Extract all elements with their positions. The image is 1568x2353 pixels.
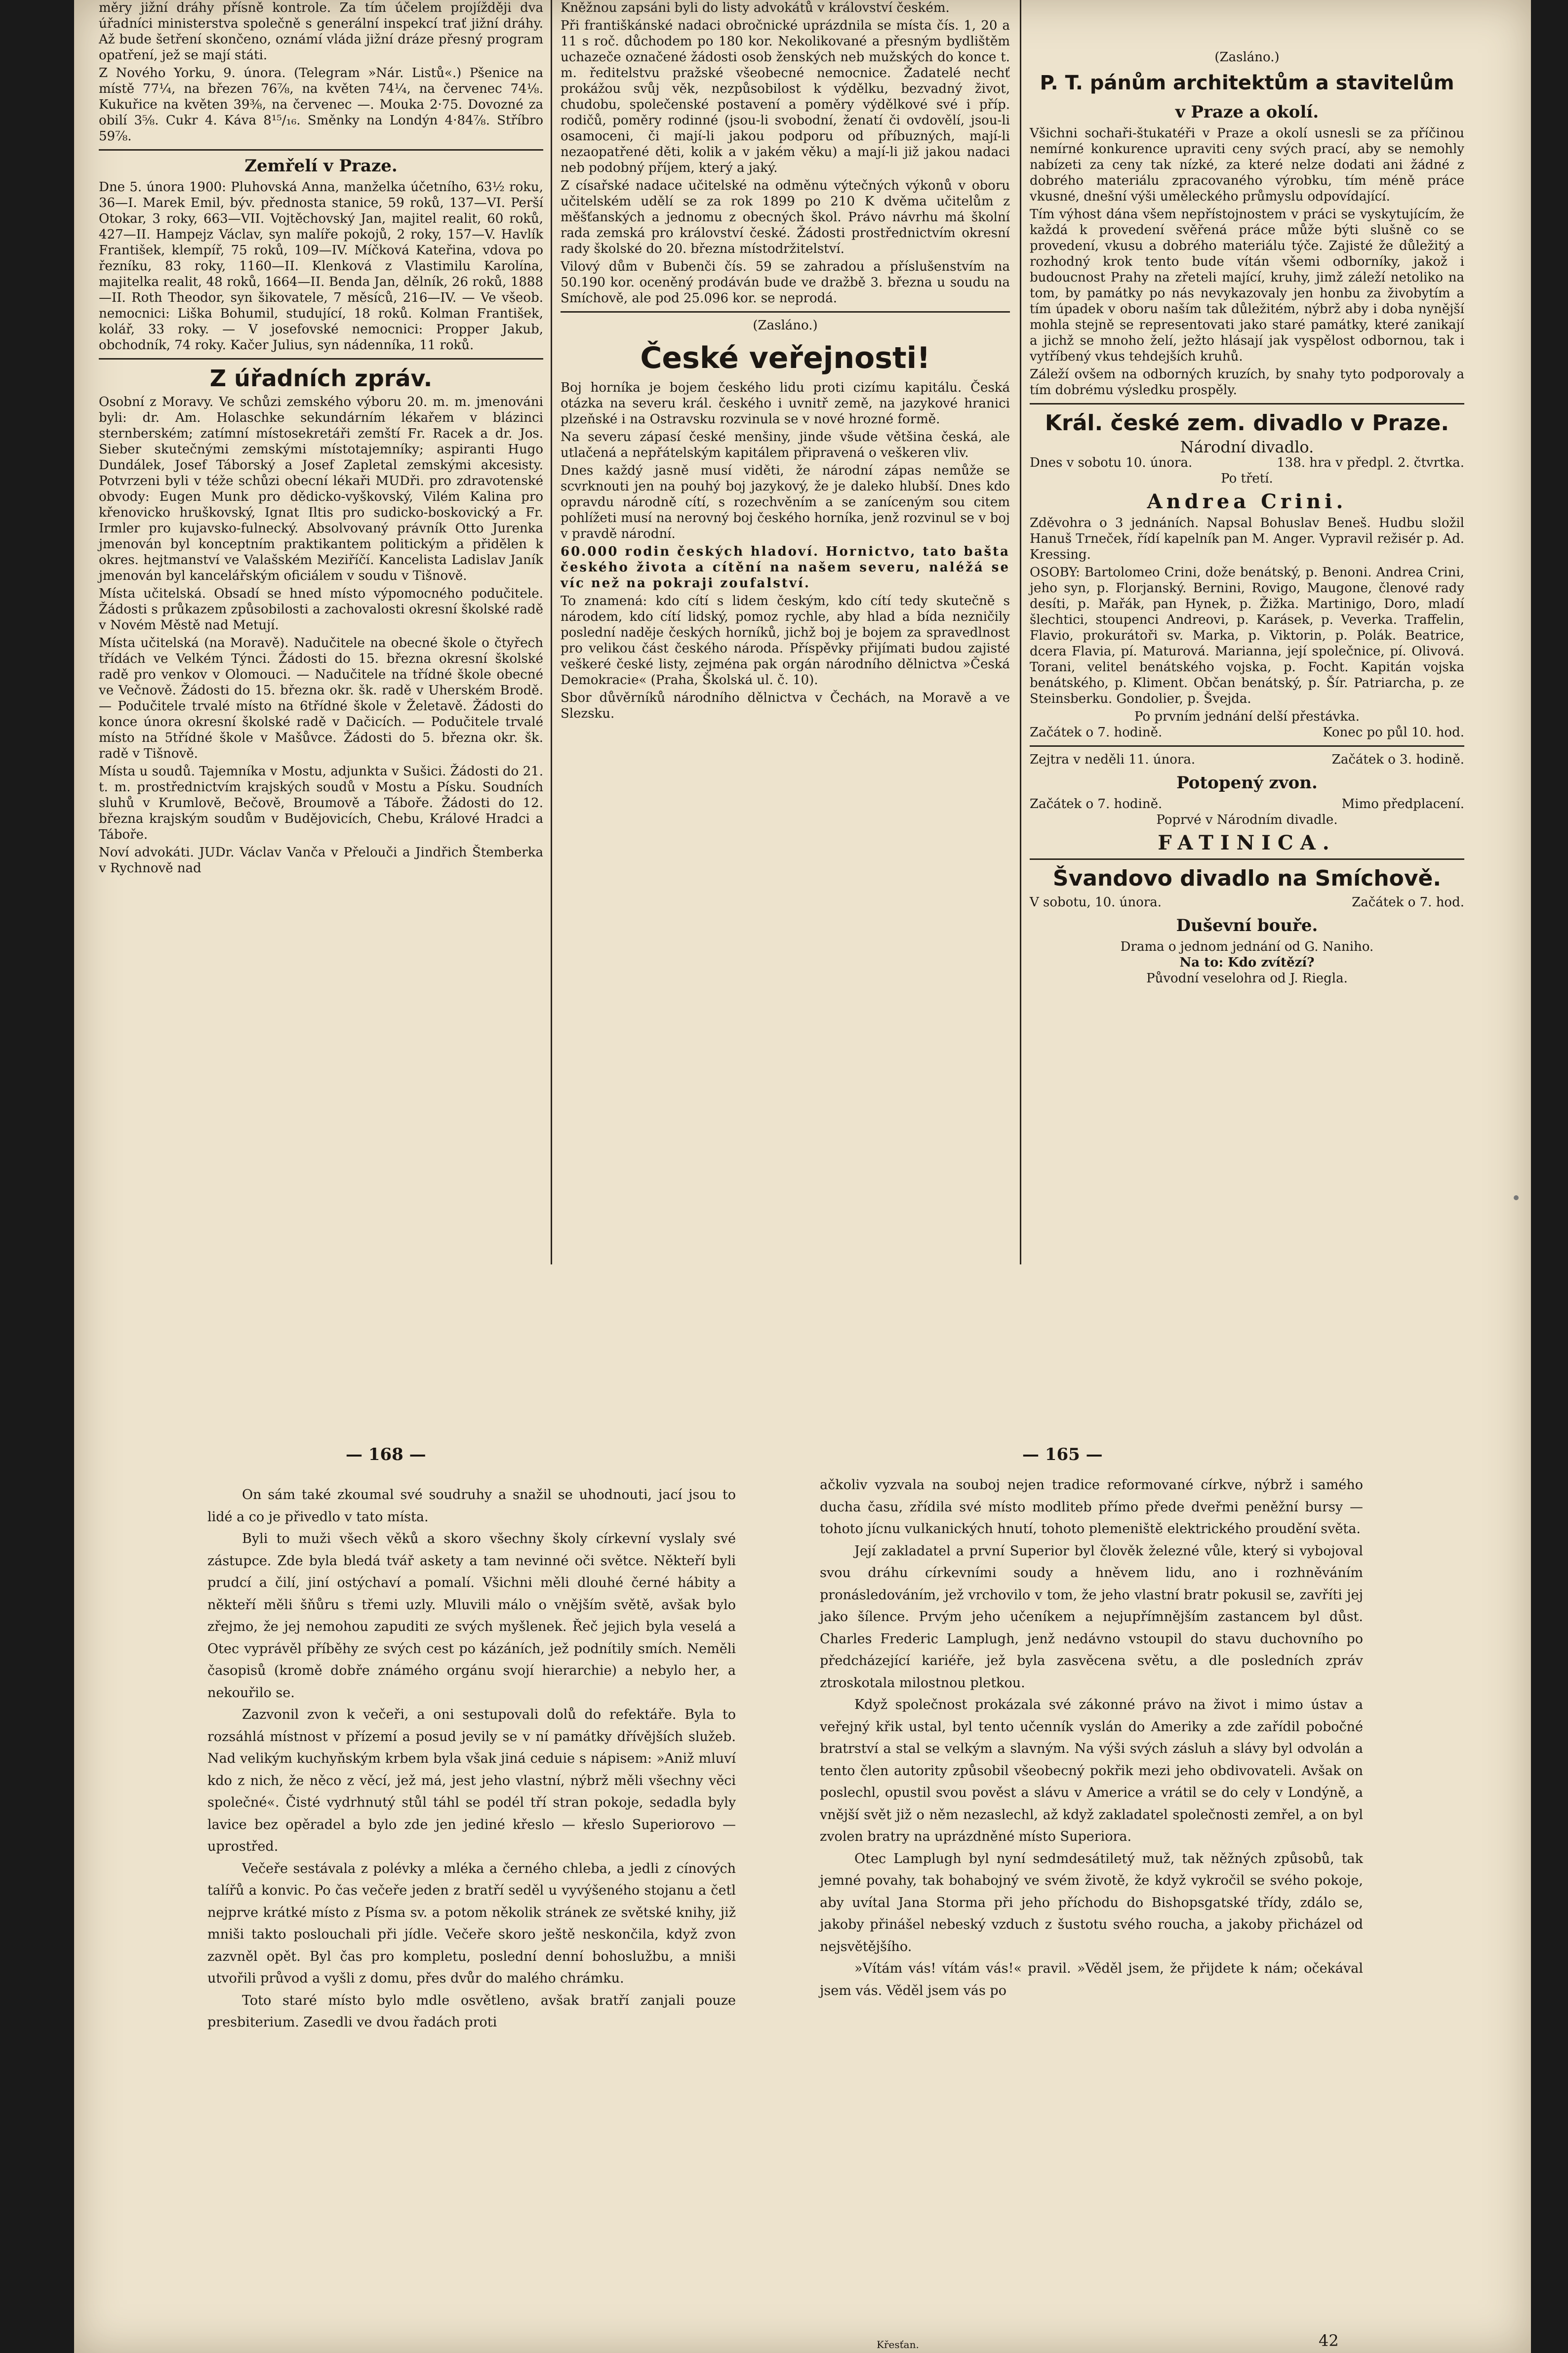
- play-title: FATINICA.: [1158, 831, 1336, 854]
- book-paragraph: Když společnost prokázala své zákonné právo na život i mimo ústav a veřejný křik ustal, byl tento učenník vyslán do Ameriky a zde zařídil pobočné bratrství a stal se velkým a slavným. Na výši svých zásluh a slávy byl odvolán a tento člen autority způsobil všeobecný pokřik mezi jeho obdivovateli. Avšak on poslechl, opustil svou pověst a slávu v Americe a vrátil se do cely v Londýně, a vnější svět již o něm nezaslechl, až když zakladatel společnosti zemřel, a on byl zvolen bratry na uprázdněné místo Superiora.: [820, 1697, 1363, 1844]
- book-page-left: [207, 1484, 736, 2034]
- news-paragraph: To znamená: kdo cítí s lidem českým, kdo cítí tedy skutečně s národem, kdo cítí lidský, pomoz rychle, aby hlad a bída nezničily poslední naděje českých horníků, jichž boj je bojem za spravedlnost pro velikou část českého národa. Příspěvky přijímati budou zajisté veškeré české listy, zejména pak orgán národního dělnictva »Česká Demokracie« (Praha, Školská ul. č. 10).: [561, 594, 1010, 688]
- start-time: Začátek o 7. hodině.: [1030, 725, 1163, 740]
- column-divider: [551, 0, 552, 1264]
- appeal-title: České veřejnosti!: [640, 341, 930, 375]
- page-number-left: — 168 —: [346, 1445, 426, 1464]
- news-paragraph: Osobní z Moravy. Ve schůzi zemského výboru 20. m. m. jmenováni byli: dr. Am. Holaschke sekundárním lékařem v blázinci sternberském; zatímní místosekretáři zemští Fr. Racek a dr. Jos. Sieber skutečnými zemskými místotajemníky; aspiranti Hugo Dundálek, Josef Táborský a Josef Zapletal zemskými akcesisty. Potvrzeni byli v téže schůzi obecní lékaři MUDři. pro zdravotenské obvody: Eugen Munk pro dědicko-vyškovský, Vilém Kalina pro křenovicko hruškovský, Ignat Iltis pro sudicko-boskovický a Fr. Irmler pro kujavsko-fulnecký. Absolvovaný právník Otto Jurenka jmenován byl konceptním praktikantem politickým a přidělen k okres. hejtmanství ve Valašském Meziříčí. Kancelista Ladislav Janík jmenován byl kancelářským oficiálem v soudu v Tišnově.: [99, 395, 543, 583]
- start-time: Začátek o 3. hodině.: [1331, 752, 1464, 767]
- end-time: Konec po půl 10. hod.: [1323, 725, 1464, 740]
- play-description: Drama o jednom jednání od G. Naniho.: [1120, 939, 1374, 954]
- news-market-report: Z Nového Yorku, 9. února. (Telegram »Nár. Listů«.) Pšenice na místě 77¼, na březen 76⅞, na květen 74¼, na červenec 74⅛. Kukuřice na květen 39⅜, na červenec —. Mouka 2·75. Dovozné za obilí 3⅝. Cukr 4. Káva 8¹⁵/₁₆. Směnky na Londýn 4·84⅞. Stříbro 59⅞.: [99, 66, 543, 144]
- ad-subheading: v Praze a okolí.: [1175, 102, 1319, 122]
- newspaper-column-3: [1030, 49, 1464, 986]
- news-paragraph: Všichni sochaři-štukatéři v Praze a okolí usnesli se za příčinou nemírné konkurence upraviti ceny svých prací, aby se nemohly nabízeti za ceny tak nízké, za které nelze dodati ani žádné z dobrého materiálu zpracovaného výrobku, tím méně práce vkusné, dnešní výši uměleckého průmyslu odpovídající.: [1030, 126, 1464, 204]
- column-rule: [99, 358, 543, 360]
- book-page-right: [820, 1474, 1363, 2002]
- column-rule: [1030, 403, 1464, 405]
- book-paragraph: On sám také zkoumal své soudruhy a snažil se uhodnouti, jací jsou to lidé a co je přivedlo v tato místa.: [207, 1487, 736, 1525]
- play-description: Původní veselohra od J. Riegla.: [1146, 971, 1348, 986]
- news-paragraph: Záleží ovšem na odborných kruzích, by snahy tyto podporovaly a tím dobrému výsledku prospěly.: [1030, 367, 1464, 398]
- news-paragraph: Při františkánské nadaci obročnické uprázdnila se místa čís. 1, 20 a 11 s roč. důchodem po 180 kor. Nekolikované a přesným bydlištěm uchazeče označené žádosti osob ženských neb mužských do konce t. m. ředitelstvu pražské všeobecné nemocnice. Žadatelé nechť prokážou svůj věk, nezpůsobilost k výdělku, bezvadný život, chudobu, společenské postavení a poměry výdělkové své i příp. rodičů, poměry rodinné (jsou-li svobodní, ženatí či ovdovělí, jsou-li osamoceni, či mají-li jakou podporu od příbuzných, mají-li nezaopatřené děti, kolik a v jakém věku) a mají-li již jakou nadaci neb podobný příjem, který a jaký.: [561, 18, 1010, 175]
- column-rule: [1030, 858, 1464, 860]
- performance-count: Po třetí.: [1221, 471, 1273, 486]
- ad-heading: P. T. pánům architektům a stavitelům: [1040, 72, 1454, 94]
- news-paragraph: Vilový dům v Bubenči čís. 59 se zahradou a příslušenstvím na 50.190 kor. oceněný prodáván bude ve dražbě 3. března u soudu na Smíchově, ale pod 25.096 kor. se neprodá.: [561, 259, 1010, 306]
- news-paragraph: Boj horníka je bojem českého lidu proti cizímu kapitálu. Česká otázka na severu král. českého i uvnitř země, na jazykové hranici plzeňské i na Ostravsku rozvinula se v nové hrozné formě.: [561, 380, 1010, 427]
- news-paragraph: Dne 5. února 1900: Pluhovská Anna, manželka účetního, 63½ roku, 36—I. Marek Emil, býv. přednosta stanice, 59 roků, 137—VI. Perší Otokar, 3 roky, 663—VII. Vojtěchovský Jan, majitel realit, 60 roků, 427—II. Hampejz Václav, syn malíře pokojů, 2 roky, 157—V. Havlík František, klempíř, 75 roků, 109—IV. Míčková Kateřina, vdova po řezníku, 83 roky, 1160—II. Klenková z Vlastimilu Karolína, majitelka realit, 48 roků, 1664—II. Benda Jan, dělník, 26 roků, 1888—II. Roth Theodor, syn šikovatele, 7 měsíců, 216—IV. — Ve všeob. nemocnici: Liška Bohumil, studující, 18 roků. Kolman František, kolář, 33 roky. — V josefovské nemocnici: Propper Jakub, obchodník, 74 roky. Kačer Julius, syn nádenníka, 11 roků.: [99, 180, 543, 353]
- submitted-label: (Zasláno.): [1214, 50, 1280, 65]
- subscription-note: Mimo předplacení.: [1341, 797, 1464, 811]
- theatre-time-row: [1030, 725, 1464, 740]
- news-paragraph: Dnes každý jasně musí viděti, že národní zápas nemůže se scvrknouti jen na pouhý boj jazykový, že je daleko hlubší. Dnes kdo opravdu národně cítí, s rozechvěním a se zaníceným sou citem pohlížeti musí na nerovný boj českého horníka, jenž rozvinul se v boj v pravdě národní.: [561, 463, 1010, 541]
- book-paragraph: Její zakladatel a první Superior byl člověk železné vůle, který si vybojoval svou dráhu církevními soudy a hněvem lidu, ano i rozhněváním pronásledováním, jež vrchovilo v tom, že jeho vlastní bratr pokusil se, zavříti jej jako šílence. Prvým jeho učeníkem a nejupřímnějším zastancem byl důst. Charles Frederic Lamplugh, jenž nedávno vstoupil do stavu duchovního po předcházející kariéře, jež byla zasvěcena světu, a dle posledních zpráv ztroskotala milostnou pletkou.: [820, 1543, 1363, 1691]
- news-paragraph: OSOBY: Bartolomeo Crini, dože benátský, p. Benoni. Andrea Crini, jeho syn, p. Florjanský. Bernini, Rovigo, Maugone, členové rady desíti, p. Mařák, pan Hynek, p. Žižka. Martinigo, Doro, mladí šlechtici, stoupenci Andreovi, p. Karásek, p. Veverka. Traffelin, Flavio, prokurátoři sv. Marka, p. Viktorin, p. Polák. Beatrice, dcera Flavia, pí. Maturová. Marianna, její společnice, pí. Olivová. Torani, velitel benátského vojska, p. Focht. Kapitán vojska benátského, p. Kliment. Občan benátský, p. Šír. Patriarcha, p. ze Steinsberku. Gondolier, p. Švejda.: [1030, 565, 1464, 706]
- book-paragraph: »Vítám vás! vítám vás!« pravil. »Věděl jsem, že přijdete k nám; očekával jsem vás. Věděl jsem vás po: [820, 1961, 1363, 1998]
- news-paragraph: 60.000 rodin českých hladoví. Hornictvo, tato bašta českého života a cítění na našem severu, naléžá se víc než na pokraji zoufalství.: [561, 544, 1010, 591]
- book-paragraph: Zazvonil zvon k večeři, a oni sestupovali dolů do refektáře. Byla to rozsáhlá místnost v přízemí a posud jevily se v ní památky dřívějších služeb. Nad velikým kuchyňským krbem byla však jiná ceduie s nápisem: »Aniž mluví kdo z nich, že něco z věcí, jež má, jest jeho vlastní, nýbrž měli všechny věci společné«. Čisté vydrhnutý stůl táhl se podél tří stran pokoje, sedadla byly lavice bez opěradel a bylo zde jen jediné křeslo — křeslo Superiorovo — uprostřed.: [207, 1707, 736, 1854]
- theatre-heading: Švandovo divadlo na Smíchově.: [1052, 866, 1442, 891]
- theatre-subscription: 138. hra v předpl. 2. čtvrtka.: [1277, 455, 1464, 470]
- theatre-date-row: [1030, 894, 1464, 910]
- book-paragraph: Večeře sestávala z polévky a mléka a černého chleba, a jedli z cínových talířů a konvic. Po čas večeře jeden z bratří seděl u vyvýšeného stojanu a četl nejprve krátké místo z Písma sv. a potom několik stránek ze světské knihy, již mniši takto poslouchali při jídle. Večeře skoro ještě neskončila, když zvon zazvněl opět. Byl čas pro kompletu, poslední denní bohoslužbu, a mniši utvořili průvod a vyšli z domu, přes dvůr do malého chrámku.: [207, 1861, 736, 1986]
- play-title: Potopený zvon.: [1176, 773, 1318, 793]
- news-paragraph: Tím výhost dána všem nepřístojnostem v práci se vyskytujícím, že každá k provedení svěřená práce může býti slušně co se provedení, vkusu a dobrého materiálu týče. Zajisté že důležitý a rozhodný krok tento bude vítán všemi odborníky, jakož i budoucnost Prahy na zřeteli mající, kruhy, jimž záleží netoliko na tom, by památky po nás nevykazovaly jen honbu za živobytím a tím úpadek v oboru naším tak důležitém, nýbrž aby i doba nynější mohla stejně se representovati jako staré památky, které zanikají a jichž se mnoho želí, ježto hlásají jak vyspělost odbornou, tak i vytříbený vkus tehdejších kruhů.: [1030, 207, 1464, 364]
- column-rule: [1030, 745, 1464, 747]
- start-time: Začátek o 7. hod.: [1352, 895, 1464, 910]
- news-paragraph: Zděvohra o 3 jednáních. Napsal Bohuslav Beneš. Hudbu složil Hanuš Trneček, řídí kapelník pan M. Anger. Vypravil režisér p. Ad. Kressing.: [1030, 516, 1464, 562]
- book-footer-number: 42: [1319, 2331, 1339, 2350]
- news-paragraph: Místa učitelská (na Moravě). Nadučitele na obecné škole o čtyřech třídách ve Velkém Týnci. Žádosti do 15. března okresní školské radě pro venkov v Olomouci. — Nadučitele na třídné škole obecné ve Večnově. Žádosti do 15. března okr. šk. radě v Uherském Brodě. — Podučitele trvalé místo na 6třídné škole v Želetavě. Žádosti do konce února okresní školské radě v Dačicích. — Podučitele trvalé místo na 5třídné škole v Mašůvce. Žádosti do 5. března okr. šk. radě v Tišnově.: [99, 636, 543, 761]
- newspaper-column-1: [99, 0, 543, 878]
- submitted-label: (Zasláno.): [753, 318, 818, 333]
- theatre-time-row: [1030, 796, 1464, 812]
- news-paragraph: Kněžnou zapsáni byli do listy advokátů v království českém.: [561, 0, 950, 15]
- theatre-date: V sobotu, 10. února.: [1030, 895, 1162, 910]
- intermission-note: Po prvním jednání delší přestávka.: [1134, 709, 1360, 724]
- premiere-note: Poprvé v Národním divadle.: [1156, 812, 1338, 827]
- column-rule: [561, 311, 1010, 313]
- play-title: Duševní bouře.: [1176, 916, 1318, 935]
- newspaper-column-2: [561, 0, 1010, 724]
- section-heading: Zemřelí v Praze.: [244, 156, 398, 176]
- news-paragraph: Noví advokáti. JUDr. Václav Vanča v Přelouči a Jindřich Štemberka v Rychnově nad: [99, 845, 543, 876]
- news-signature: Sbor důvěrníků národního dělnictva v Čechách, na Moravě a ve Slezsku.: [561, 690, 1010, 721]
- section-heading: Z úřadních zpráv.: [209, 365, 433, 392]
- news-paragraph: Na severu zápasí české menšiny, jinde všude většina česká, ale utlačená a nepřátelským kapitálem připravená o veškeren vliv.: [561, 430, 1010, 460]
- theatre-subheading: Národní divadlo.: [1180, 438, 1314, 456]
- theatre-heading: Král. české zem. divadlo v Praze.: [1045, 410, 1449, 436]
- theatre-date-row: [1030, 752, 1464, 768]
- column-divider: [1020, 0, 1021, 1264]
- news-paragraph: Místa učitelská. Obsadí se hned místo výpomocného podučitele. Žádosti s průkazem způsobilosti a zachovalosti okresní školské radě v Novém Městě nad Metují.: [99, 586, 543, 633]
- book-paragraph: ačkoliv vyzvala na souboj nejen tradice reformované církve, nýbrž i samého ducha času, zřídila své místo modliteb přímo přede dveřmi peněžní bursy — tohoto jícnu vulkanických hnutí, tohoto plemeniště elektrického proudění světa.: [820, 1477, 1363, 1537]
- news-paragraph: měry jižní dráhy přísně kontrole. Za tím účelem projížději dva úřadníci ministerstva společně s generální inspekcí trať jižní dráhy. Až bude šetření skončeno, oznámí vláda jižní dráze přesný program opatření, jež se mají státi.: [99, 0, 543, 63]
- book-footer-label: Křesťan.: [877, 2339, 919, 2351]
- news-paragraph: Z císařské nadace učitelské na odměnu výtečných výkonů v oboru učitelském udělí se za rok 1899 po 210 K dvěma učitelům z měšťanských a jednomu z obecných škol. Právo návrhu má školní rada zemská pro království české. Žádosti prostřednictvím okresní rady školské do 20. března místodržitelství.: [561, 178, 1010, 256]
- column-rule: [99, 149, 543, 151]
- book-paragraph: Otec Lamplugh byl nyní sedmdesátiletý muž, tak něžných způsobů, tak jemné povahy, tak bohabojný ve svém životě, že když vykročil se svého pokoje, aby uvítal Jana Storma při jeho příchodu do Bishopsgatské třídy, zdálo se, jakoby přinášel nebeský vzduch z šustotu svého roucha, a jakoby přicházel od nejsvětějšího.: [820, 1851, 1363, 1954]
- theatre-date: Dnes v sobotu 10. února.: [1030, 455, 1193, 470]
- play-title: Andrea Crini.: [1147, 490, 1347, 513]
- book-paragraph: Byli to muži všech věků a skoro všechny školy církevní vyslaly své zástupce. Zde byla bledá tvář askety a tam nevinné oči světce. Někteří byli prudcí a čilí, jiní ostýchaví a pomalí. Všichni měli dlouhé černé hábity a někteří měli šňůru s třemi uzly. Mluvili málo o vnějším světě, avšak bylo zřejmo, že jej nemohou zapuditi ze svých myšlenek. Řeč jejich byla veselá a Otec vyprávěl příběhy ze svých cest po kázáních, jež podnítily smích. Neměli časopisů (kromě dobře známého orgánu svojí hierarchie) a nebylo her, a nekouřilo se.: [207, 1531, 736, 1701]
- news-paragraph: Místa u soudů. Tajemníka v Mostu, adjunkta v Sušici. Žádosti do 21. t. m. prostřednictvím krajských soudů v Mostu a Písku. Soudních sluhů v Krumlově, Bečově, Broumově a Táboře. Žádosti do 12. března krajským soudům v Budějovicích, Chebu, Králové Hradci a Táboře.: [99, 764, 543, 842]
- play-title: Na to: Kdo zvítězí?: [1179, 955, 1315, 970]
- binding-hole: [1514, 1195, 1519, 1200]
- scanned-page: [74, 0, 1531, 2353]
- theatre-date-row: [1030, 455, 1464, 471]
- page-number-right: — 165 —: [1022, 1445, 1103, 1464]
- start-time: Začátek o 7. hodině.: [1030, 797, 1163, 811]
- theatre-date: Zejtra v neděli 11. února.: [1030, 752, 1196, 767]
- book-paragraph: Toto staré místo bylo mdle osvětleno, avšak bratří zanjali pouze presbiterium. Zasedli ve dvou řadách proti: [207, 1992, 736, 2030]
